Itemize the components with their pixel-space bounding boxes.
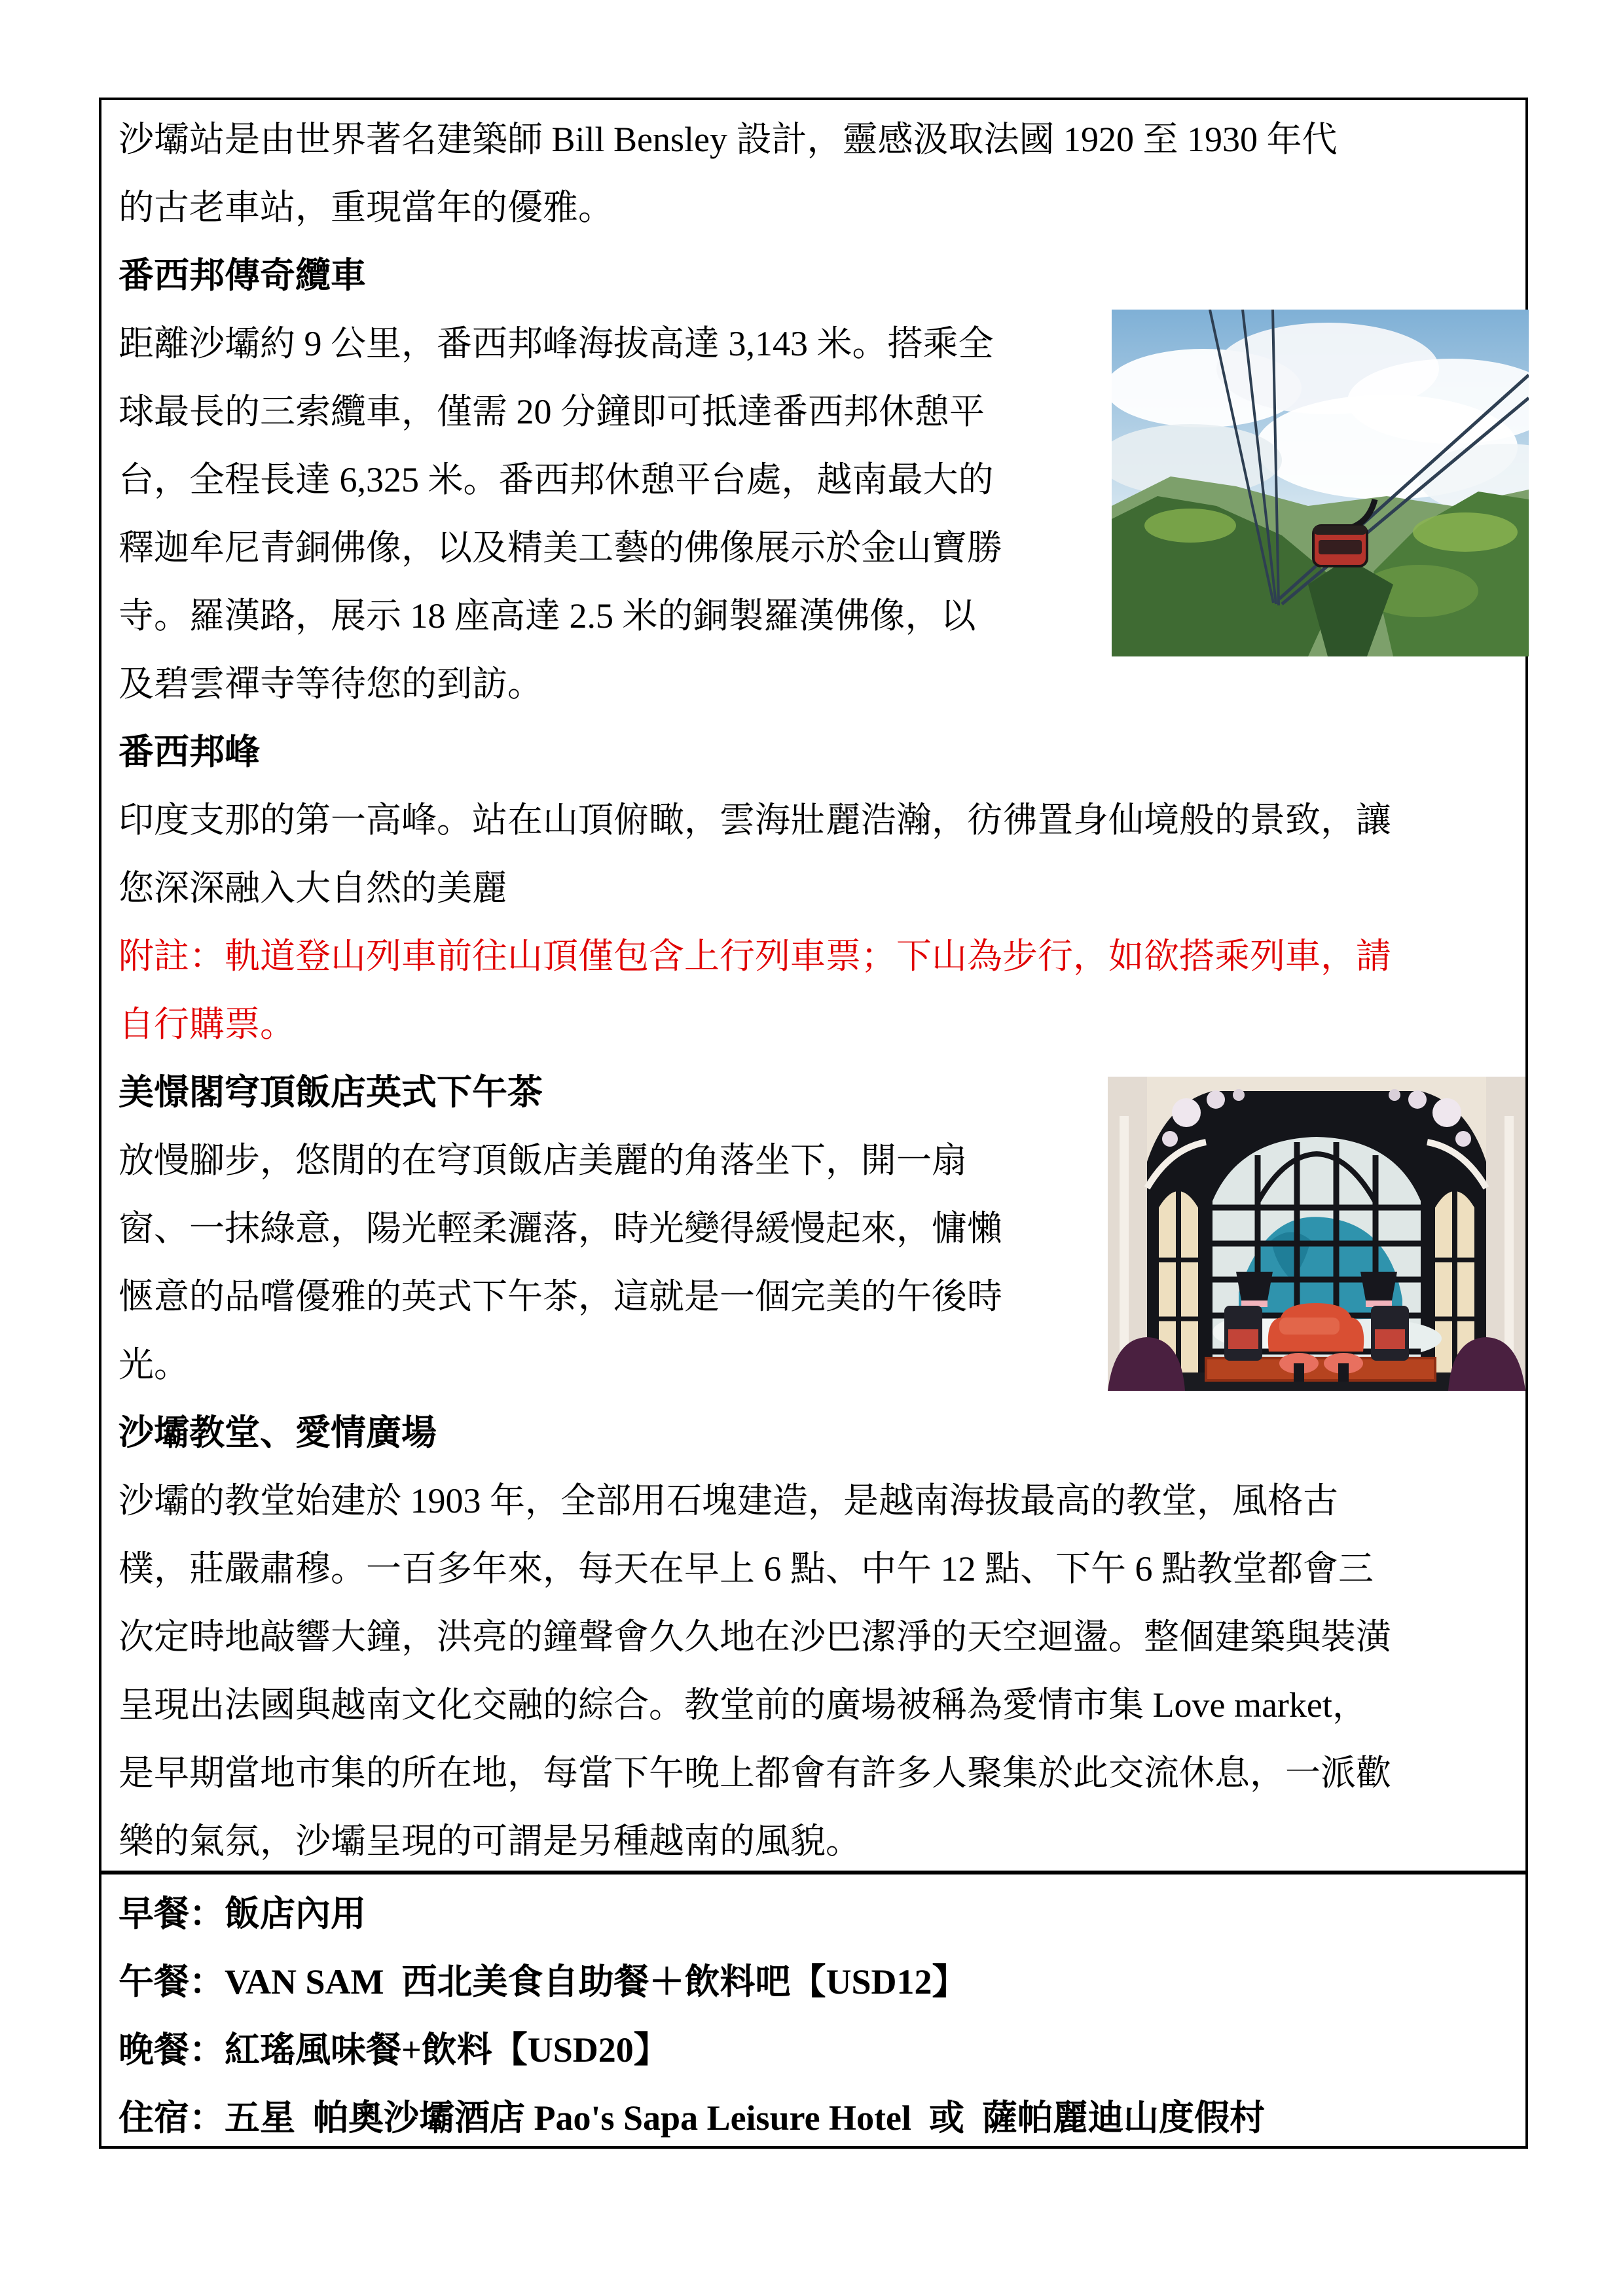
paragraph-line: 及碧雲禪寺等待您的到訪。 [119,664,543,704]
day-description-cell [101,100,1525,1871]
paragraph-line: 次定時地敲響大鐘，洪亮的鐘聲會久久地在沙巴潔淨的天空迴盪。整個建築與裝潢 [119,1617,1391,1657]
meal-line-hotel: 住宿：五星 帕奧沙壩酒店 Pao's Sapa Leisure Hotel 或 薩帕麗迪山度假村 [119,2098,1266,2138]
meal-line-breakfast: 早餐：飯店內用 [119,1894,366,1933]
paragraph-line: 樸，莊嚴肅穆。一百多年來，每天在早上 6 點、中午 12 點、下午 6 點教堂都會三 [119,1549,1374,1588]
section-heading-cable-car: 番西邦傳奇纜車 [119,256,366,295]
paragraph-line: 您深深融入大自然的美麗 [119,869,507,908]
meals-cell [101,1871,1525,2146]
paragraph-line: 的古老車站，重現當年的優雅。 [119,188,613,227]
paragraph-line: 台，全程長達 6,325 米。番西邦休憩平台處，越南最大的 [119,460,994,499]
paragraph-line: 釋迦牟尼青銅佛像，以及精美工藝的佛像展示於金山寶勝 [119,528,1002,567]
paragraph-line: 愜意的品嚐優雅的英式下午茶，這就是一個完美的午後時 [119,1277,1002,1316]
note-line: 附註：軌道登山列車前往山頂僅包含上行列車票；下山為步行，如欲搭乘列車，請 [119,937,1391,976]
section-heading-afternoon-tea: 美憬閣穹頂飯店英式下午茶 [119,1073,543,1112]
cable-car-photo [1112,310,1529,656]
paragraph-line: 光。 [119,1345,189,1384]
section-heading-sapa-church: 沙壩教堂、愛情廣場 [119,1413,437,1452]
paragraph-line: 寺。羅漢路，展示 18 座高達 2.5 米的銅製羅漢佛像，以 [119,596,976,636]
paragraph-line: 沙壩的教堂始建於 1903 年，全部用石塊建造，是越南海拔最高的教堂，風格古 [119,1481,1338,1520]
note-line: 自行購票。 [119,1005,295,1044]
paragraph-line: 距離沙壩約 9 公里，番西邦峰海拔高達 3,143 米。搭乘全 [119,324,994,363]
paragraph-line: 是早期當地市集的所在地，每當下午晚上都會有許多人聚集於此交流休息，一派歡 [119,1753,1391,1793]
paragraph-line: 呈現出法國與越南文化交融的綜合。教堂前的廣場被稱為愛情市集 Love market， [119,1685,1368,1725]
paragraph-line: 球最長的三索纜車，僅需 20 分鐘即可抵達番西邦休憩平 [119,392,985,431]
paragraph-line: 窗、一抹綠意，陽光輕柔灑落，時光變得緩慢起來，慵懶 [119,1209,1002,1248]
paragraph-line: 放慢腳步，悠閒的在穹頂飯店美麗的角落坐下，開一扇 [119,1141,967,1180]
meal-line-dinner: 晚餐：紅瑤風味餐+飲料【USD20】 [119,2030,669,2070]
itinerary-table [99,98,1528,2149]
dome-hotel-lobby-photo [1108,1077,1525,1391]
meal-line-lunch: 午餐：VAN SAM 西北美食自助餐＋飲料吧【USD12】 [119,1962,968,2001]
paragraph-line: 樂的氣氛，沙壩呈現的可謂是另種越南的風貌。 [119,1821,861,1861]
paragraph-line: 印度支那的第一高峰。站在山頂俯瞰，雲海壯麗浩瀚，彷彿置身仙境般的景致，讓 [119,800,1391,840]
section-heading-fansipan-peak: 番西邦峰 [119,732,260,772]
paragraph-line: 沙壩站是由世界著名建築師 Bill Bensley 設計，靈感汲取法國 1920 至 1930 年代 [119,120,1338,159]
